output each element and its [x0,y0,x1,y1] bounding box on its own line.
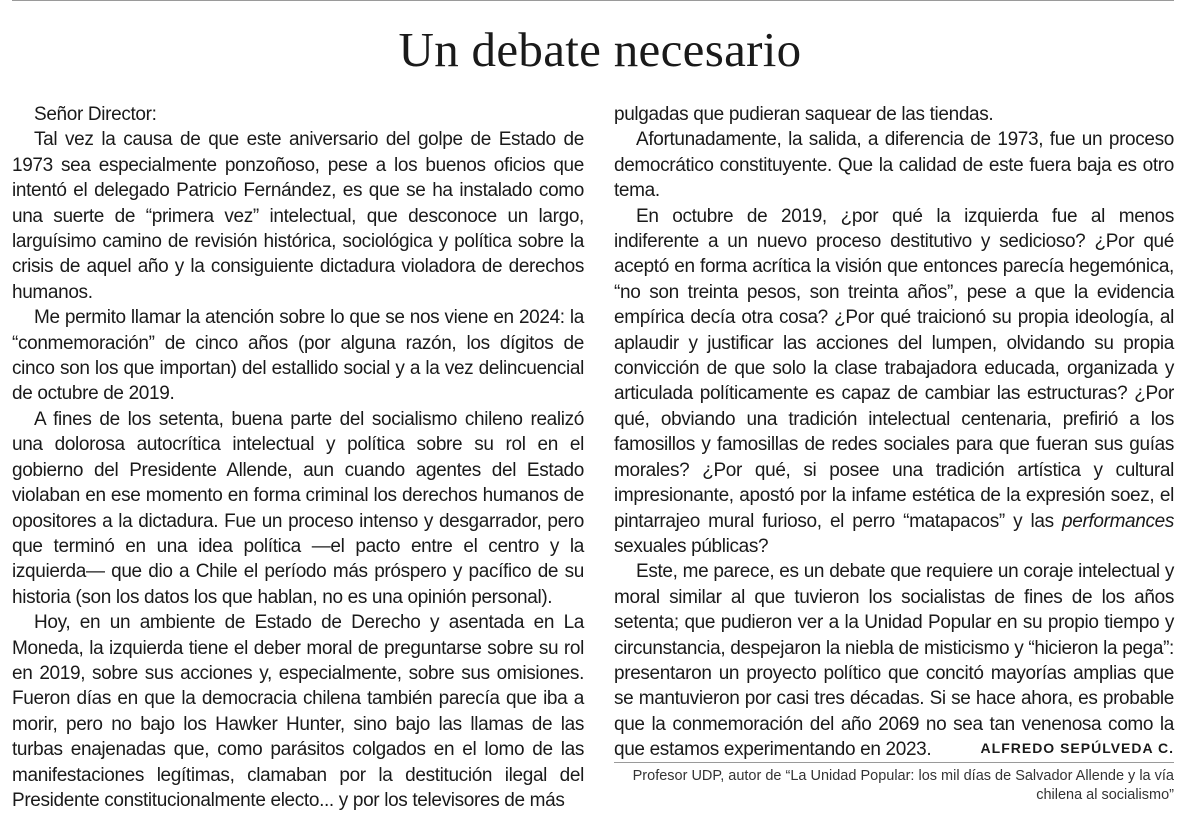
left-column [12,102,584,813]
paragraph-3: A fines de los setenta, buena parte del socialismo chileno realizó una dolorosa autocrítica intelectual y política sobre su rol en el gobierno del Presidente Allende, aun cuando agentes del Estado violaban en ese momento en forma criminal los derechos humanos de opositores a la dictadura. Fue un proceso intenso y desgarrador, pero que terminó en una idea política —el pacto entre el centro y la izquierda— que dio a Chile el período más próspero y pacífico de su historia (son los datos los que hablan, no es una opinión personal). [12,408,584,608]
paragraph-6-text: En octubre de 2019, ¿por qué la izquierda fue al menos indiferente a un nuevo proceso destitutivo y sedicioso? ¿Por qué aceptó en forma acrítica la visión que entonces parecía hegemónica, “no son treinta pesos, son treinta años”, pese a que la evidencia empírica decía otra cosa? ¿Por qué traicionó su propia ideología, al aplaudir y justificar las acciones del lumpen, olvidando su propia convicción de que solo la clase trabajadora educada, organizada y articulada políticamente es capaz de cambiar las estructuras? ¿Por qué, obviando una tradición intelectual centenaria, prefirió a los famosillos y famosillas de redes sociales para que fueran sus guías morales? ¿Por qué, si posee una tradición artística y cultural impresionante, apostó por la infame estética de la expresión soez, el pintarrajeo mural furioso, el perro “matapacos” y las [614,205,1174,532]
paragraph-1: Tal vez la causa de que este aniversario del golpe de Estado de 1973 sea especialmente ponzoñoso, pese a los buenos oficios que intentó el delegado Patricio Fernández, es que se ha instalado como una suerte de “primera vez” intelectual, que desconoce un largo, larguísimo camino de revisión histórica, sociológica y política sobre la crisis de aquel año y la consiguiente dictadura violadora de derechos humanos. [12,129,584,303]
paragraph-2: Me permito llamar la atención sobre lo que se nos viene en 2024: la “conmemoración” de cinco años (por alguna razón, los dígitos de cinco son los que importan) del estallido social y a la vez delincuencial de octubre de 2019. [12,307,584,405]
author-title: Profesor UDP, autor de “La Unidad Popular: los mil días de Salvador Allende y la vía chilena al socialismo” [632,768,1174,803]
article-title: Un debate necesario [398,22,802,77]
paragraph-4-continued: pulgadas que pudieran saquear de las tiendas. [614,104,994,125]
right-column [614,102,1174,763]
paragraph-7: Este, me parece, es un debate que requiere un coraje intelectual y moral similar al que tuvieron los socialistas de fines de los años setenta; que pudieron ver a la Unidad Popular en su propio tiempo y circunstancia, despejaron la niebla de misticismo y “hicieron la pega”: presentaron un proyecto político que concitó mayorías amplias que se mantuvieron por casi tres décadas. Si se hace ahora, es probable que la conmemoración del año 2069 no sea tan venenosa como la que estamos experimentando en 2023. [614,561,1174,761]
paragraph-6-tail: sexuales públicas? [614,535,769,557]
paragraph-5: Afortunadamente, la salida, a diferencia de 1973, fue un proceso democrático constituyente. Que la calidad de este fuera baja es otro tema. [614,129,1174,202]
author-name: ALFREDO SEPÚLVEDA C. [614,738,1174,763]
paragraph-6 [614,204,1174,560]
top-rule [12,0,1174,1]
signature-block [614,738,1174,805]
paragraph-4: Hoy, en un ambiente de Estado de Derecho y asentada en La Moneda, la izquierda tiene el deber moral de preguntarse sobre su rol en 2019, sobre sus acciones y, especialmente, sobre sus omisiones. Fueron días en que la democracia chilena también parecía que iba a morir, pero no bajo los Hawker Hunter, sino bajo las llamas de las turbas enajenadas que, como parásitos colgados en el lomo de las manifestaciones legítimas, clamaban por la destitución ilegal del Presidente constitucionalmente electo... y por los televisores de más [12,612,584,811]
paragraph-6-italic: performances [1062,510,1174,532]
salutation: Señor Director: [34,104,157,125]
